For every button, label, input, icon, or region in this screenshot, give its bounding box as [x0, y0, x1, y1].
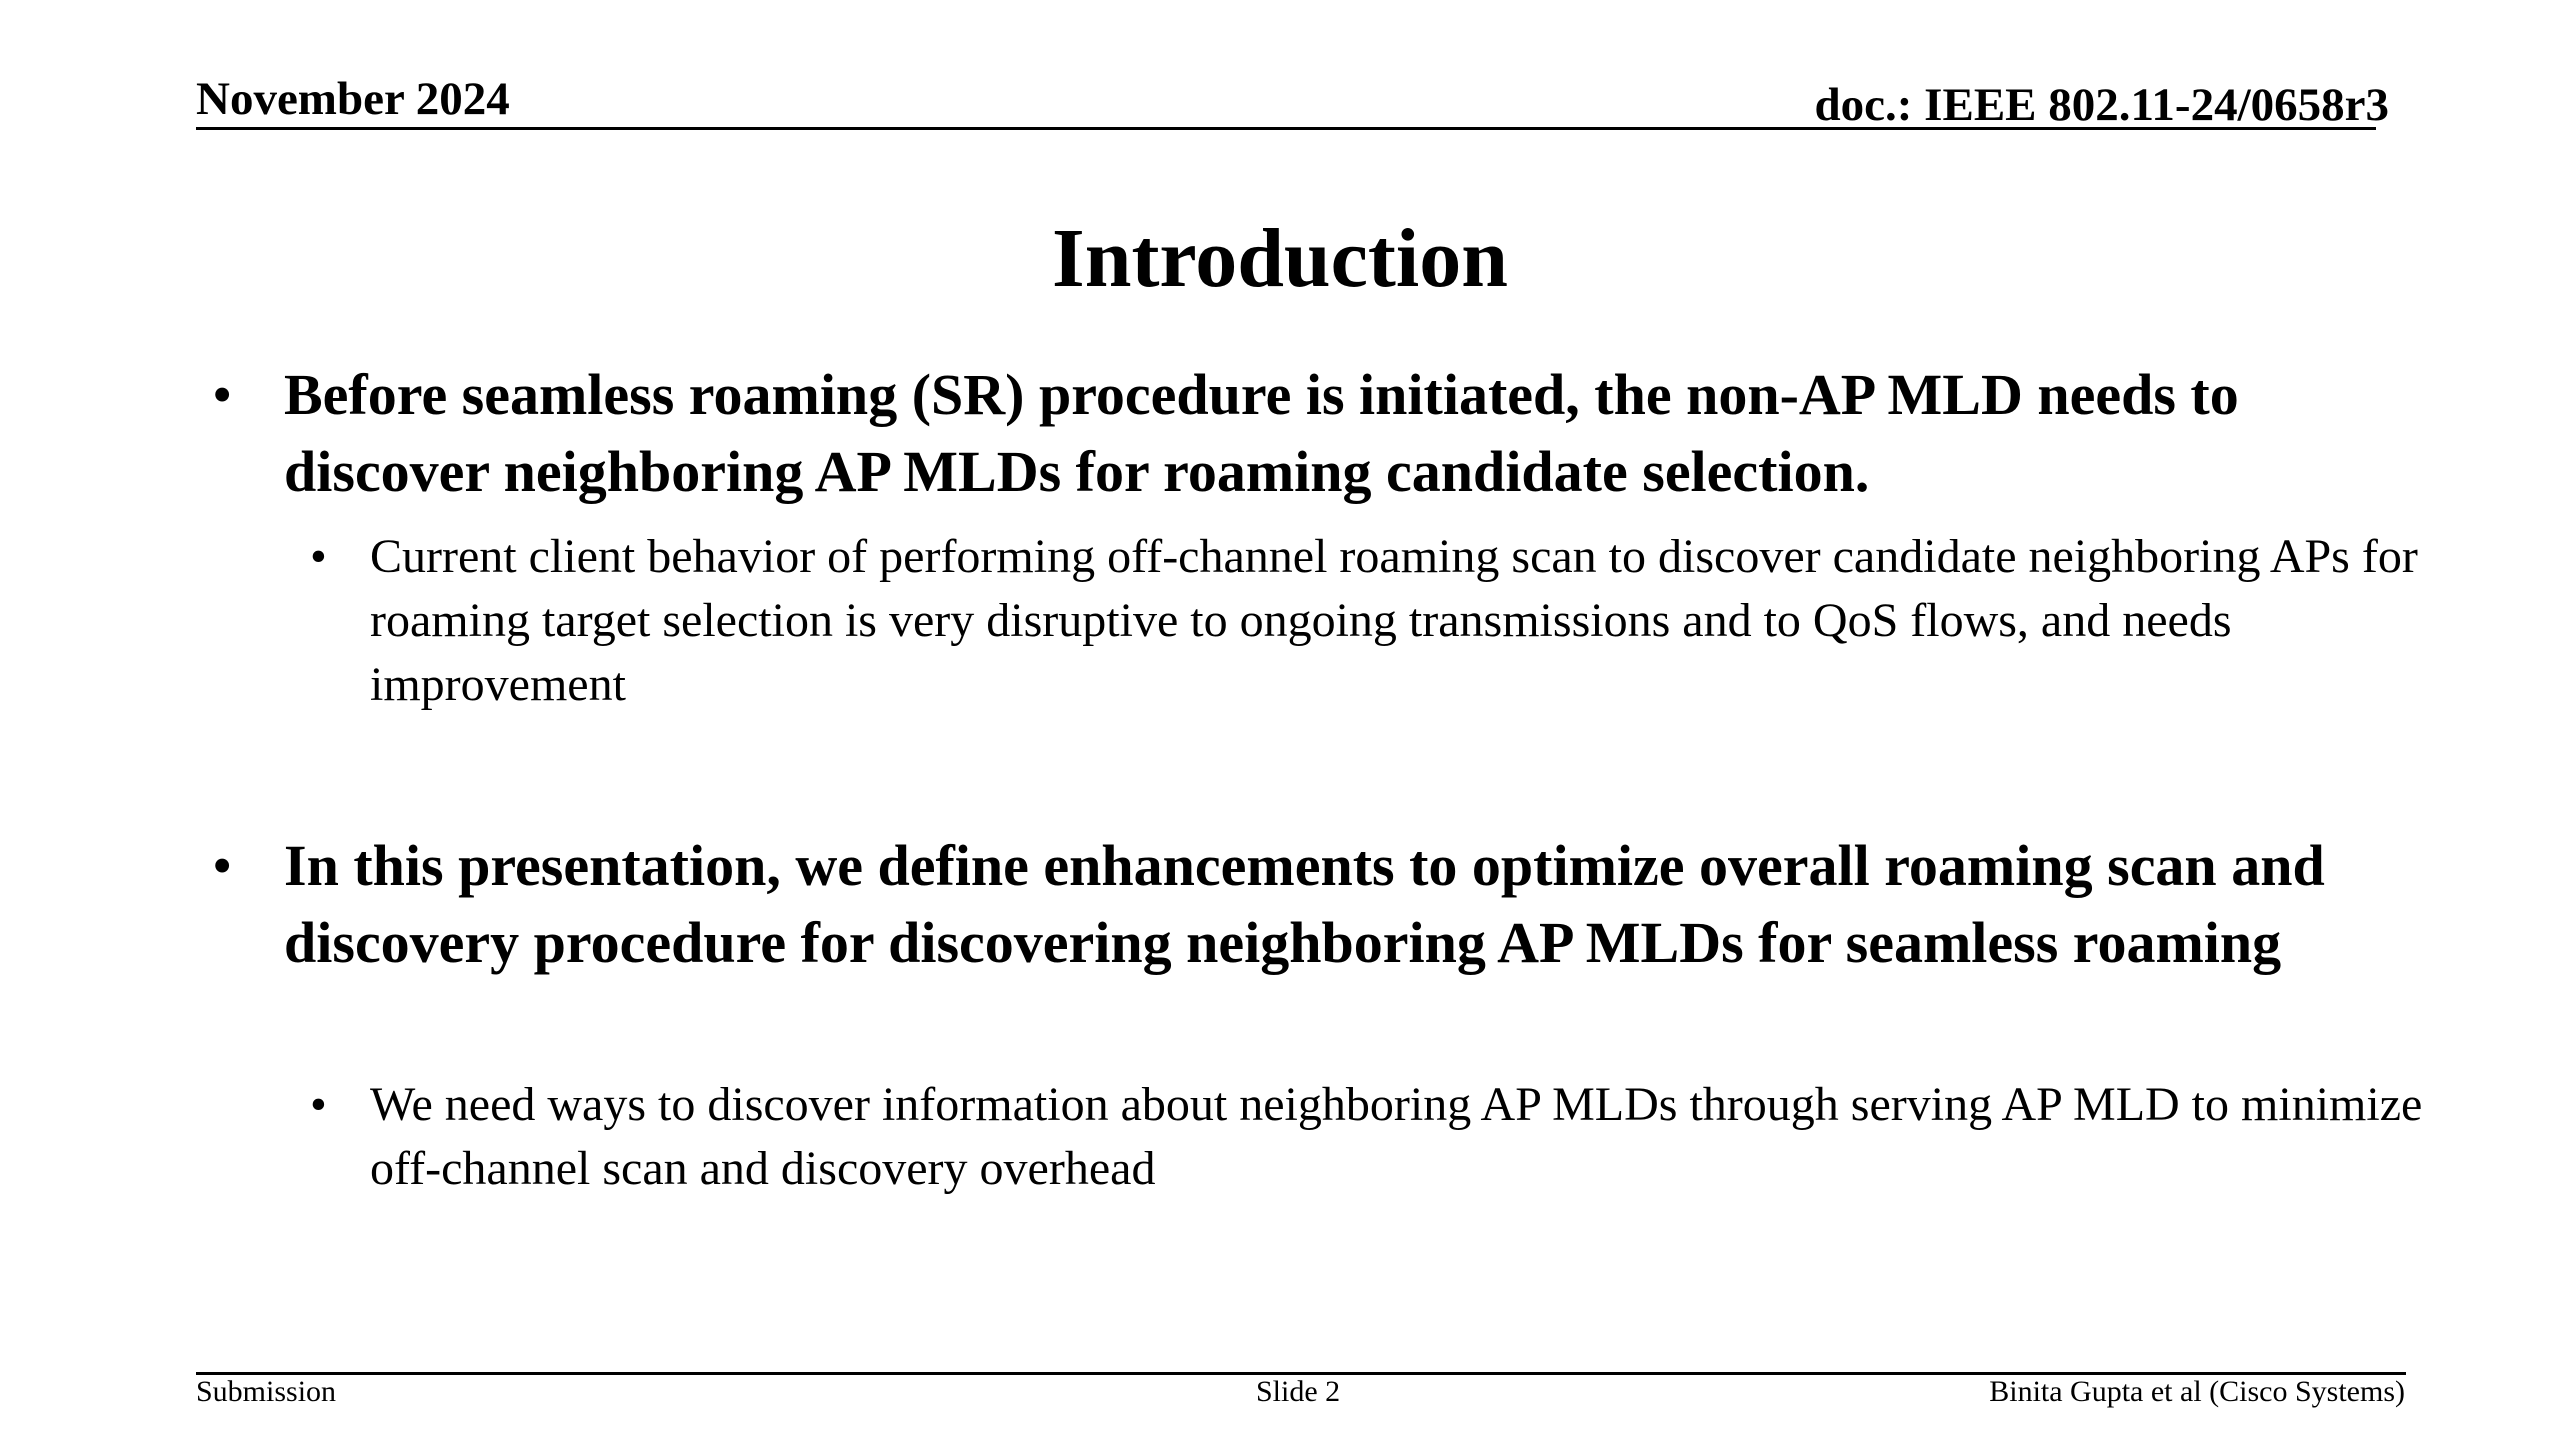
footer-submission: Submission: [196, 1375, 337, 1408]
bullet-1-sub-1-text: Current client behavior of performing off-channel roaming scan to discover candidate neighboring APs for roaming target selection is very disruptive to ongoing transmissions and to QoS flows, and needs improvement: [370, 530, 2418, 711]
bullet-2-text: In this presentation, we define enhancements to optimize overall roaming scan and discovery procedure for discovering neighboring AP MLDs for seamless roaming: [284, 833, 2325, 975]
bullet-1-marker: •: [212, 362, 233, 427]
bullet-2-marker: •: [212, 833, 233, 898]
footer-slide-number: Slide 2: [1256, 1375, 1341, 1408]
bullet-1: [212, 356, 2434, 510]
bullet-1-sub-1-marker: •: [310, 530, 327, 583]
bullet-2-sub-1-marker: •: [310, 1078, 327, 1131]
slide-title: Introduction: [1052, 212, 1508, 305]
footer-author: Binita Gupta et al (Cisco Systems): [1989, 1375, 2405, 1408]
bullet-1-text: Before seamless roaming (SR) procedure is initiated, the non-AP MLD needs to discover neighboring AP MLDs for roaming candidate selection.: [284, 362, 2239, 504]
bullet-2-sub-1: [310, 1073, 2450, 1201]
bullet-2-sub-1-text: We need ways to discover information about neighboring AP MLDs through serving AP MLD to minimize off-channel scan and discovery overhead: [370, 1078, 2423, 1195]
bullet-1-sub-1: [310, 525, 2450, 717]
header-doc-id: doc.: IEEE 802.11-24/0658r3: [1814, 79, 2389, 131]
header-date: November 2024: [196, 73, 510, 125]
header-divider: [196, 127, 2376, 130]
bullet-2: [212, 827, 2434, 981]
